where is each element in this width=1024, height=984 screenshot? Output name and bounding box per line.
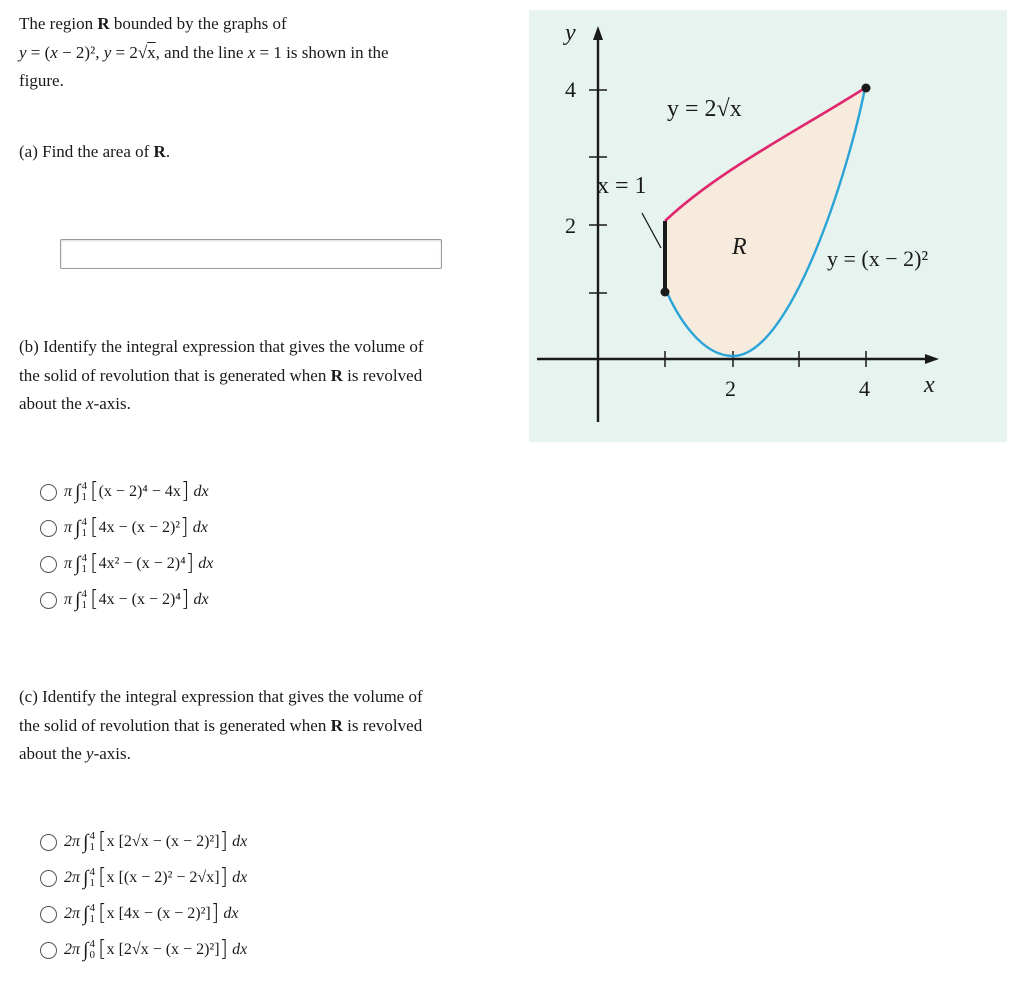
- bracket-close: ]: [210, 901, 220, 926]
- endpoint-dot: [661, 288, 670, 297]
- lower-limit: 1: [89, 841, 95, 853]
- coefficient: 2π: [64, 941, 81, 958]
- bracket-close: ]: [185, 551, 195, 576]
- integral-expression: [64, 831, 247, 854]
- x-tick-label-2: 2: [725, 376, 736, 401]
- radio-button[interactable]: [40, 870, 57, 887]
- integral-sign: ∫ 4 1: [75, 516, 87, 539]
- x-equals-1-pointer: [642, 213, 661, 248]
- part-b-question: [19, 333, 489, 419]
- parabola-label: y = (x − 2)²: [827, 246, 929, 271]
- lower-limit: 1: [81, 599, 87, 611]
- y-axis-label: y: [565, 20, 576, 46]
- integral-expression: [64, 589, 209, 612]
- intro-line-2: y = (x − 2)², y = 2√x, and the line x = 1 is shown in the: [19, 42, 389, 62]
- bracket-open: [: [90, 479, 99, 504]
- bracket-open: [: [98, 937, 107, 962]
- upper-limit: 4: [89, 830, 95, 842]
- part-b-option-4[interactable]: [40, 585, 209, 615]
- integrand: x [(x − 2)² − 2√x]: [106, 869, 220, 886]
- upper-limit: 4: [81, 552, 87, 564]
- part-c-option-2[interactable]: [40, 863, 247, 893]
- integral-expression: [64, 481, 209, 504]
- problem-intro: [19, 10, 489, 96]
- differential: dx: [193, 483, 209, 500]
- part-c-option-1[interactable]: [40, 827, 247, 857]
- part-b-option-3[interactable]: [40, 549, 213, 579]
- part-c-line-3: about the y-axis.: [19, 744, 131, 763]
- integral-sign: ∫ 4 1: [75, 480, 87, 503]
- integral-expression: [64, 867, 247, 890]
- bracket-open: [: [98, 829, 107, 854]
- x-axis-arrow: [925, 354, 939, 364]
- coefficient: π: [64, 555, 73, 572]
- coefficient: 2π: [64, 869, 81, 886]
- intro-line-1: The region R bounded by the graphs of: [19, 14, 287, 33]
- radio-button[interactable]: [40, 906, 57, 923]
- integral-expression: [64, 903, 238, 926]
- y-axis-arrow: [593, 26, 603, 40]
- differential: dx: [192, 519, 208, 536]
- upper-limit: 4: [89, 866, 95, 878]
- x-tick-label-4: 4: [859, 376, 870, 401]
- differential: dx: [198, 555, 214, 572]
- radio-button[interactable]: [40, 592, 57, 609]
- bracket-open: [: [90, 587, 99, 612]
- lower-limit: 0: [89, 949, 95, 961]
- coefficient: 2π: [64, 833, 81, 850]
- part-c-option-4[interactable]: [40, 935, 247, 965]
- part-c-line-2: the solid of revolution that is generated when R is revolved: [19, 715, 423, 735]
- integrand: x [2√x − (x − 2)²]: [106, 941, 220, 958]
- integral-sign: ∫ 4 1: [83, 830, 95, 853]
- integrand: 4x − (x − 2)²: [98, 519, 181, 536]
- part-b-line-3: about the x-axis.: [19, 394, 131, 413]
- radio-button[interactable]: [40, 484, 57, 501]
- radio-button[interactable]: [40, 556, 57, 573]
- part-a-label: (a) Find the area of R.: [19, 142, 171, 161]
- coefficient: π: [64, 483, 73, 500]
- area-answer-input[interactable]: [60, 239, 442, 269]
- integral-expression: [64, 553, 213, 576]
- upper-limit: 4: [81, 516, 87, 528]
- part-b-line-2: the solid of revolution that is generated when R is revolved: [19, 365, 423, 385]
- upper-limit: 4: [89, 902, 95, 914]
- part-c-option-3[interactable]: [40, 899, 238, 929]
- radio-button[interactable]: [40, 942, 57, 959]
- bracket-close: ]: [180, 515, 189, 540]
- bracket-open: [: [98, 865, 107, 890]
- bracket-close: ]: [219, 829, 229, 854]
- bracket-open: [: [98, 901, 107, 926]
- part-c-question: [19, 683, 489, 769]
- differential: dx: [232, 833, 248, 850]
- integral-sign: ∫ 4 0: [83, 938, 95, 961]
- part-b-option-1[interactable]: [40, 477, 209, 507]
- sqrt-curve-label: y = 2√x: [667, 96, 742, 122]
- lower-limit: 1: [89, 913, 95, 925]
- integral-expression: [64, 939, 247, 962]
- coefficient: π: [64, 591, 73, 608]
- upper-limit: 4: [81, 588, 87, 600]
- upper-limit: 4: [81, 480, 87, 492]
- upper-limit: 4: [89, 938, 95, 950]
- lower-limit: 1: [81, 527, 87, 539]
- y-tick-label-2: 2: [565, 213, 576, 238]
- part-b-line-1: (b) Identify the integral expression that gives the volume of: [19, 337, 424, 356]
- lower-limit: 1: [89, 877, 95, 889]
- integrand: x [4x − (x − 2)²]: [106, 905, 211, 922]
- region-graph: [529, 10, 1007, 442]
- x-axis-label: x: [924, 372, 935, 398]
- differential: dx: [232, 869, 248, 886]
- coefficient: 2π: [64, 905, 81, 922]
- part-c-line-1: (c) Identify the integral expression that gives the volume of: [19, 687, 423, 706]
- radio-button[interactable]: [40, 520, 57, 537]
- integrand: 4x − (x − 2)⁴: [98, 591, 181, 608]
- integrand: 4x² − (x − 2)⁴: [98, 555, 186, 572]
- integral-sign: ∫ 4 1: [75, 588, 87, 611]
- integral-sign: ∫ 4 1: [83, 866, 95, 889]
- part-b-option-2[interactable]: [40, 513, 208, 543]
- radio-button[interactable]: [40, 834, 57, 851]
- endpoint-dot: [862, 84, 871, 93]
- bracket-close: ]: [180, 587, 190, 612]
- bracket-close: ]: [219, 937, 229, 962]
- bracket-open: [: [90, 551, 99, 576]
- region-figure: [529, 10, 1007, 442]
- integral-sign: ∫ 4 1: [83, 902, 95, 925]
- lower-limit: 1: [81, 491, 87, 503]
- integral-expression: [64, 517, 208, 540]
- coefficient: π: [64, 519, 73, 536]
- integrand: x [2√x − (x − 2)²]: [106, 833, 220, 850]
- region-label: R: [732, 234, 747, 260]
- bracket-open: [: [90, 515, 99, 540]
- line-label: x = 1: [597, 173, 647, 199]
- differential: dx: [232, 941, 248, 958]
- integrand: (x − 2)⁴ − 4x: [98, 483, 181, 500]
- differential: dx: [193, 591, 209, 608]
- differential: dx: [223, 905, 239, 922]
- bracket-close: ]: [180, 479, 190, 504]
- integral-sign: ∫ 4 1: [75, 552, 87, 575]
- y-tick-label-4: 4: [565, 77, 576, 102]
- bracket-close: ]: [219, 865, 229, 890]
- region-r-fill: [665, 88, 865, 356]
- intro-line-3: figure.: [19, 71, 64, 90]
- lower-limit: 1: [81, 563, 87, 575]
